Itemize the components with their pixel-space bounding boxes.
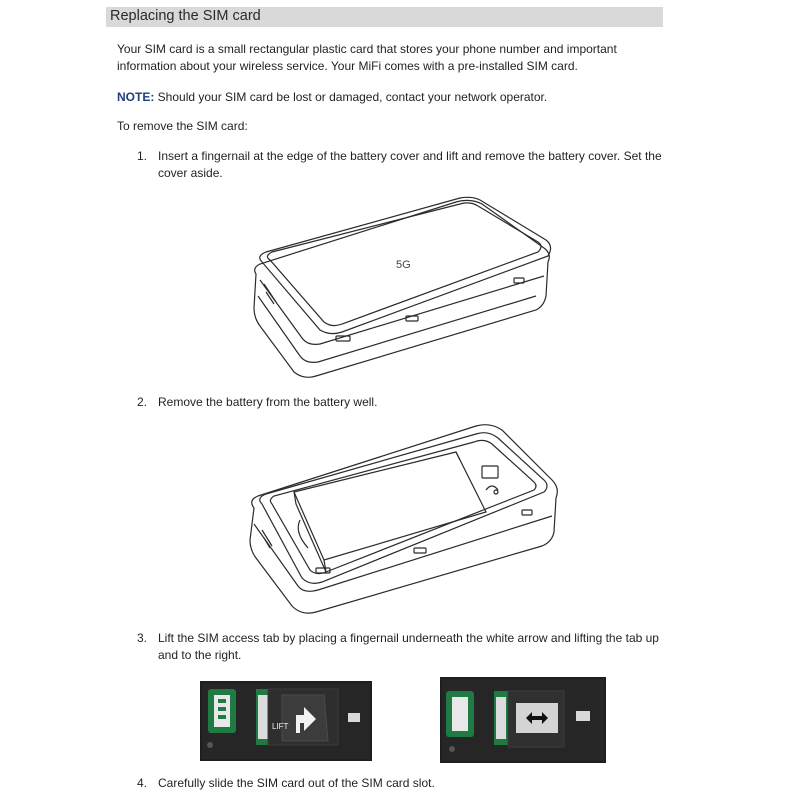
figure-battery-removal bbox=[246, 420, 562, 616]
step-number: 4. bbox=[137, 776, 148, 790]
step-text: Remove the battery from the battery well. bbox=[158, 395, 378, 409]
lead-paragraph: To remove the SIM card: bbox=[117, 119, 248, 133]
section-title: Replacing the SIM card bbox=[110, 8, 261, 24]
section-header bbox=[106, 7, 663, 27]
step-text: Lift the SIM access tab by placing a fingernail underneath the white arrow and lifting the tab up and to the right. bbox=[158, 631, 659, 662]
note-paragraph bbox=[117, 89, 657, 106]
step-number: 2. bbox=[137, 395, 148, 409]
step-text: Carefully slide the SIM card out of the SIM card slot. bbox=[158, 776, 435, 790]
cover-logo: 5G bbox=[396, 259, 411, 271]
step-text: Insert a fingernail at the edge of the battery cover and lift and remove the battery cover. Set the cover aside. bbox=[158, 149, 662, 180]
figure-sim-slide bbox=[440, 677, 606, 763]
intro-paragraph: Your SIM card is a small rectangular plastic card that stores your phone number and important information about your wireless service. Your MiFi comes with a pre-installed SIM card. bbox=[117, 42, 617, 73]
note-label: NOTE: bbox=[117, 90, 155, 104]
step-number: 3. bbox=[137, 631, 148, 645]
note-text: Should your SIM card be lost or damaged, contact your network operator. bbox=[154, 90, 548, 104]
lift-label: LIFT bbox=[272, 722, 289, 731]
figure-device-cover bbox=[246, 196, 556, 378]
step-number: 1. bbox=[137, 149, 148, 163]
figure-sim-tab-lift bbox=[200, 681, 372, 761]
